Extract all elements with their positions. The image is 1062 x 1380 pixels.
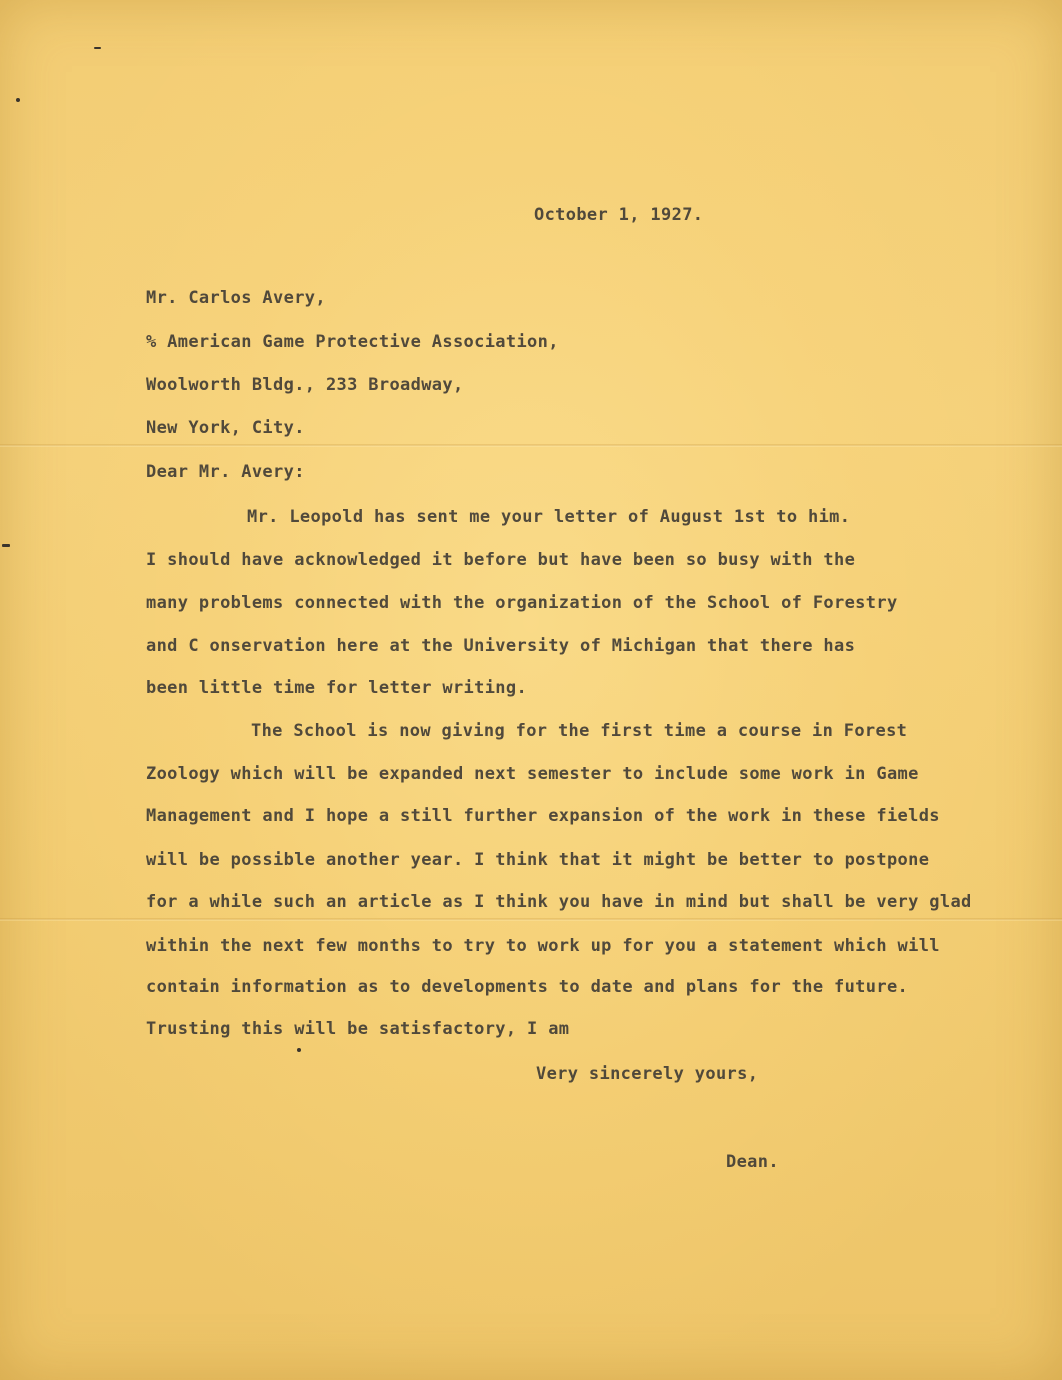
paragraph-2-line: within the next few months to try to work up for you a statement which will — [146, 936, 940, 956]
paper-fold-crease — [0, 918, 1062, 921]
recipient-street: Woolworth Bldg., 233 Broadway, — [146, 375, 464, 395]
paragraph-1-line: been little time for letter writing. — [146, 678, 528, 698]
closing: Very sincerely yours, — [536, 1064, 759, 1084]
paragraph-2-line: The School is now giving for the first time a course in Forest — [251, 721, 908, 741]
salutation: Dear Mr. Avery: — [146, 462, 305, 482]
paragraph-2-line: Management and I hope a still further expansion of the work in these fields — [146, 806, 940, 826]
paragraph-2-line: contain information as to developments to date and plans for the future. — [146, 977, 909, 997]
paragraph-2-line: Trusting this will be satisfactory, I am — [146, 1019, 570, 1039]
recipient-name: Mr. Carlos Avery, — [146, 288, 326, 308]
paragraph-1-line: Mr. Leopold has sent me your letter of August 1st to him. — [247, 507, 851, 527]
stray-mark — [297, 1048, 301, 1052]
paragraph-2-line: will be possible another year. I think that it might be better to postpone — [146, 850, 930, 870]
recipient-organization: % American Game Protective Association, — [146, 332, 559, 352]
paragraph-1-line: many problems connected with the organization of the School of Forestry — [146, 593, 898, 613]
paragraph-2-line: for a while such an article as I think you have in mind but shall be very glad — [146, 892, 972, 912]
paragraph-1-line: and C onservation here at the University of Michigan that there has — [146, 636, 856, 656]
stray-mark — [2, 544, 10, 547]
paragraph-2-line: Zoology which will be expanded next semester to include some work in Game — [146, 764, 919, 784]
stray-mark — [94, 47, 101, 49]
letter-date: October 1, 1927. — [534, 205, 704, 225]
stray-mark — [16, 98, 20, 102]
signature: Dean. — [726, 1152, 779, 1172]
paragraph-1-line: I should have acknowledged it before but have been so busy with the — [146, 550, 856, 570]
paper-fold-crease — [0, 444, 1062, 447]
recipient-city: New York, City. — [146, 418, 305, 438]
